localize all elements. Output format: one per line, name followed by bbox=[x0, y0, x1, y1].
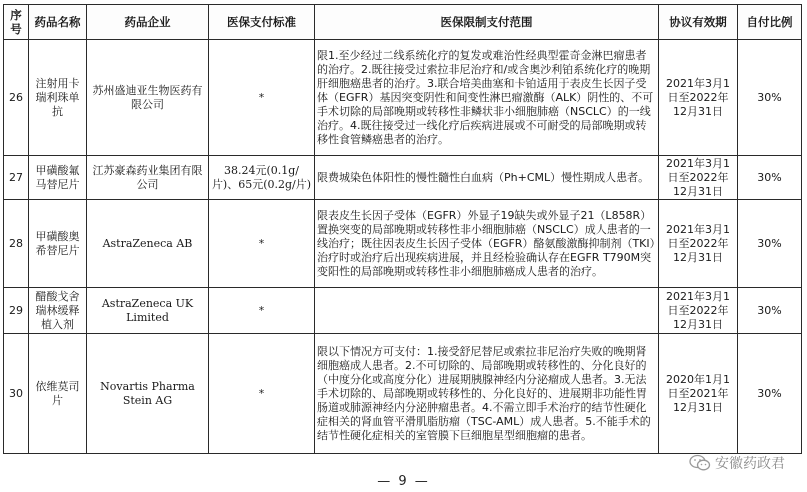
header-standard: 医保支付标准 bbox=[209, 5, 315, 40]
table-row bbox=[4, 40, 802, 156]
cell-company: Novartis Pharma Stein AG bbox=[87, 334, 209, 454]
cell-name: 依维莫司片 bbox=[29, 334, 87, 454]
page-number: — 9 — bbox=[377, 474, 430, 489]
cell-ratio: 30% bbox=[738, 40, 802, 156]
watermark bbox=[689, 453, 785, 473]
cell-standard: * bbox=[209, 200, 315, 288]
cell-scope bbox=[315, 288, 659, 334]
cell-scope: 限费城染色体阳性的慢性髓性白血病（Ph+CML）慢性期成人患者。 bbox=[315, 156, 659, 200]
cell-ratio: 30% bbox=[738, 200, 802, 288]
cell-name: 甲磺酸氟马替尼片 bbox=[29, 156, 87, 200]
cell-seq: 26 bbox=[4, 40, 29, 156]
header-scope: 医保限制支付范围 bbox=[315, 5, 659, 40]
cell-scope: 限以下情况方可支付：1.接受舒尼替尼或索拉非尼治疗失败的晚期肾细胞癌成人患者。2.不可切除的、局部晚期或转移性的、分化良好的（中度分化或高度分化）进展期胰腺神经内分泌瘤成人患者。3.无法手术切除的、局部晚期或转移性的、分化良好的、进展期非功能性胃肠道或肺源神经内分泌肿瘤患者。4.不需立即手术治疗的结节性硬化症相关的肾血管平滑肌脂肪瘤（TSC-AML）成人患者。5.不能手术的结节性硬化症相关的室管膜下巨细胞星型细胞瘤的患者。 bbox=[315, 334, 659, 454]
drug-table bbox=[3, 4, 802, 454]
cell-seq: 28 bbox=[4, 200, 29, 288]
cell-name: 注射用卡瑞利珠单抗 bbox=[29, 40, 87, 156]
watermark-text: 安徽药政君 bbox=[715, 456, 785, 472]
cell-name: 甲磺酸奥希替尼片 bbox=[29, 200, 87, 288]
header-period: 协议有效期 bbox=[659, 5, 738, 40]
cell-standard: * bbox=[209, 288, 315, 334]
table-row bbox=[4, 288, 802, 334]
table-row bbox=[4, 200, 802, 288]
table-row bbox=[4, 334, 802, 454]
cell-ratio: 30% bbox=[738, 156, 802, 200]
cell-scope: 限1.至少经过二线系统化疗的复发或难治性经典型霍奇金淋巴瘤患者的治疗。2.既往接受过索拉非尼治疗和/或含奥沙利铂系统化疗的晚期肝细胞癌患者的治疗。3.联合培美曲塞和卡铂适用于表皮生长因子受体（EGFR）基因突变阴性和间变性淋巴瘤激酶（ALK）阴性的、不可手术切除的局部晚期或转移性非鳞状非小细胞肺癌（NSCLC）的一线治疗。4.既往接受过一线化疗后疾病进展或不可耐受的局部晚期或转移性食管鳞癌患者的治疗。 bbox=[315, 40, 659, 156]
cell-name: 醋酸戈舍瑞林缓释植入剂 bbox=[29, 288, 87, 334]
cell-period: 2021年3月1日至2022年12月31日 bbox=[659, 288, 738, 334]
cell-company: 江苏豪森药业集团有限公司 bbox=[87, 156, 209, 200]
cell-seq: 29 bbox=[4, 288, 29, 334]
table-row bbox=[4, 156, 802, 200]
cell-company: AstraZeneca AB bbox=[87, 200, 209, 288]
cell-period: 2021年3月1日至2022年12月31日 bbox=[659, 200, 738, 288]
cell-ratio: 30% bbox=[738, 334, 802, 454]
header-seq: 序号 bbox=[4, 5, 29, 40]
cell-period: 2021年3月1日至2022年12月31日 bbox=[659, 40, 738, 156]
cell-company: 苏州盛迪亚生物医药有限公司 bbox=[87, 40, 209, 156]
wechat-icon bbox=[689, 454, 711, 472]
cell-standard: 38.24元(0.1g/片)、65元(0.2g/片) bbox=[209, 156, 315, 200]
header-name: 药品名称 bbox=[29, 5, 87, 40]
cell-company: AstraZeneca UK Limited bbox=[87, 288, 209, 334]
header-row bbox=[4, 5, 802, 40]
cell-seq: 27 bbox=[4, 156, 29, 200]
cell-scope: 限表皮生长因子受体（EGFR）外显子19缺失或外显子21（L858R）置换突变的局部晚期或转移性非小细胞肺癌（NSCLC）成人患者的一线治疗；既往因表皮生长因子受体（EGFR）酪氨酸激酶抑制剂（TKI）治疗时或治疗后出现疾病进展，并且经检验确认存在EGFR T790M突变阳性的局部晚期或转移性非小细胞肺癌成人患者的治疗。 bbox=[315, 200, 659, 288]
header-company: 药品企业 bbox=[87, 5, 209, 40]
cell-seq: 30 bbox=[4, 334, 29, 454]
cell-standard: * bbox=[209, 334, 315, 454]
cell-period: 2020年1月1日至2021年12月31日 bbox=[659, 334, 738, 454]
cell-period: 2021年3月1日至2022年12月31日 bbox=[659, 156, 738, 200]
cell-ratio: 30% bbox=[738, 288, 802, 334]
cell-standard: * bbox=[209, 40, 315, 156]
header-ratio: 自付比例 bbox=[738, 5, 802, 40]
